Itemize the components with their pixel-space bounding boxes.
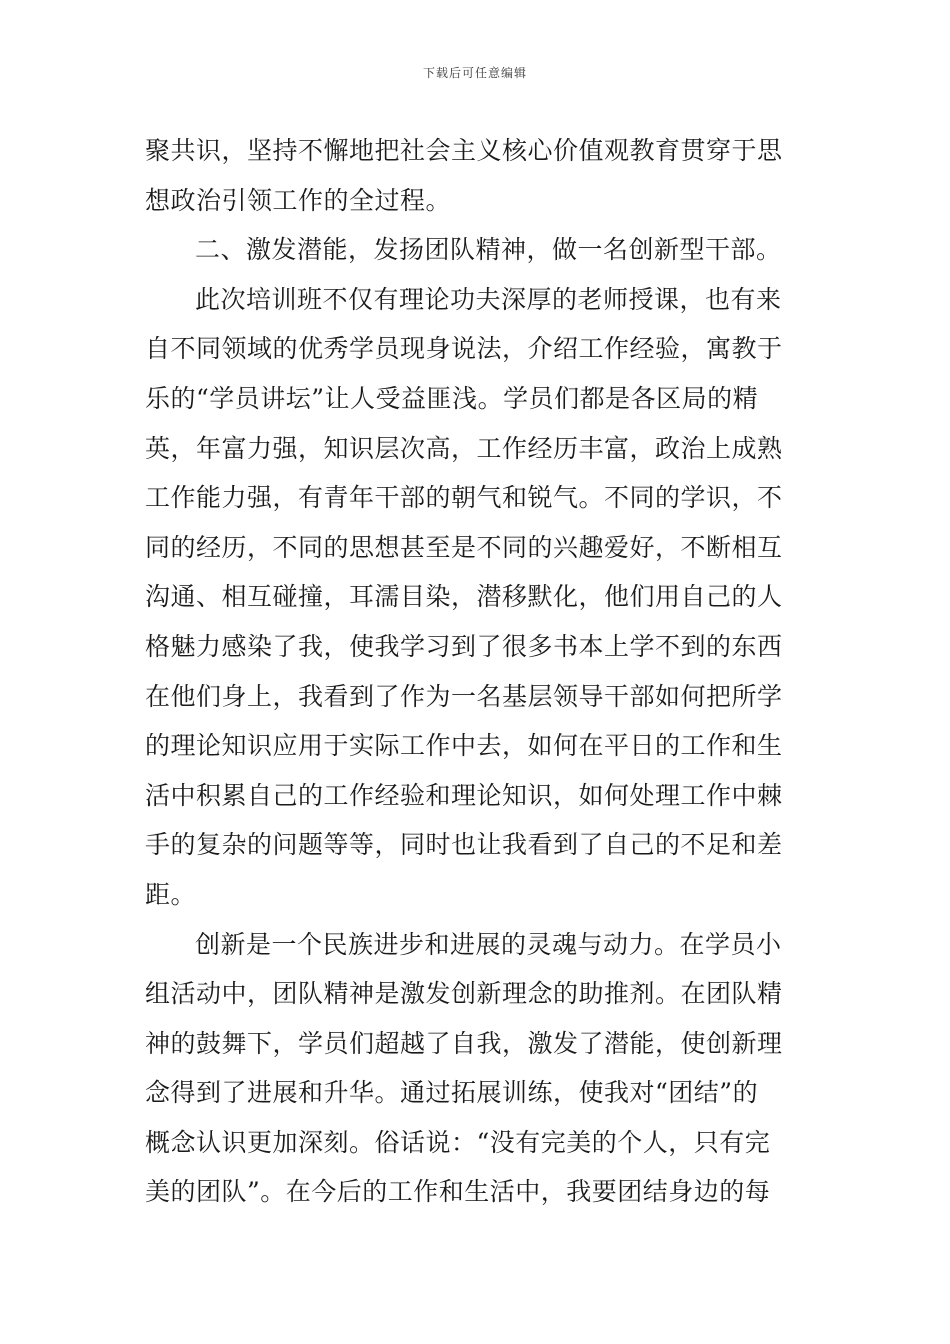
text-line: 在他们身上，我看到了作为一名基层领导干部如何把所学 xyxy=(145,681,783,711)
text-line: 工作能力强，有青年干部的朝气和锐气。不同的学识，不 xyxy=(145,483,783,513)
text-line: 神的鼓舞下，学员们超越了自我，激发了潜能，使创新理 xyxy=(145,1028,783,1058)
text-line: 聚共识，坚持不懈地把社会主义核心价值观教育贯穿于思 xyxy=(145,136,783,165)
paragraph-start-line: 创新是一个民族进步和进展的灵魂与动力。在学员小 xyxy=(195,929,782,959)
text-line: 乐的“学员讲坛”让人受益匪浅。学员们都是各区局的精 xyxy=(145,383,759,413)
text-line: 同的经历，不同的思想甚至是不同的兴趣爱好，不断相互 xyxy=(145,532,783,562)
text-line: 手的复杂的问题等等，同时也让我看到了自己的不足和差 xyxy=(145,830,783,860)
text-line: 活中积累自己的工作经验和理论知识，如何处理工作中棘 xyxy=(145,780,783,810)
document-body xyxy=(145,126,810,1217)
text-line: 念得到了进展和升华。通过拓展训练，使我对“团结”的 xyxy=(145,1078,759,1108)
text-line: 组活动中，团队精神是激发创新理念的助推剂。在团队精 xyxy=(145,979,783,1009)
text-line: 自不同领域的优秀学员现身说法，介绍工作经验，寓教于 xyxy=(145,334,783,364)
text-line: 距。 xyxy=(145,879,197,909)
page-header-note: 下载后可任意编辑 xyxy=(422,66,527,80)
text-line: 英，年富力强，知识层次高，工作经历丰富，政治上成熟 xyxy=(145,433,783,463)
paragraph-start-line: 此次培训班不仅有理论功夫深厚的老师授课，也有来 xyxy=(195,284,782,314)
text-line: 沟通、相互碰撞，耳濡目染，潜移默化，他们用自己的人 xyxy=(145,582,783,612)
text-line: 概念认识更加深刻。俗话说：“没有完美的个人，只有完 xyxy=(145,1127,771,1157)
text-line: 格魅力感染了我，使我学习到了很多书本上学不到的东西 xyxy=(145,631,783,661)
text-line: 美的团队”。在今后的工作和生活中，我要团结身边的每 xyxy=(145,1177,771,1207)
section-heading: 二、激发潜能，发扬团队精神，做一名创新型干部。 xyxy=(195,235,782,265)
text-line: 的理论知识应用于实际工作中去，如何在平日的工作和生 xyxy=(145,731,783,761)
text-line: 想政治引领工作的全过程。 xyxy=(145,185,452,215)
